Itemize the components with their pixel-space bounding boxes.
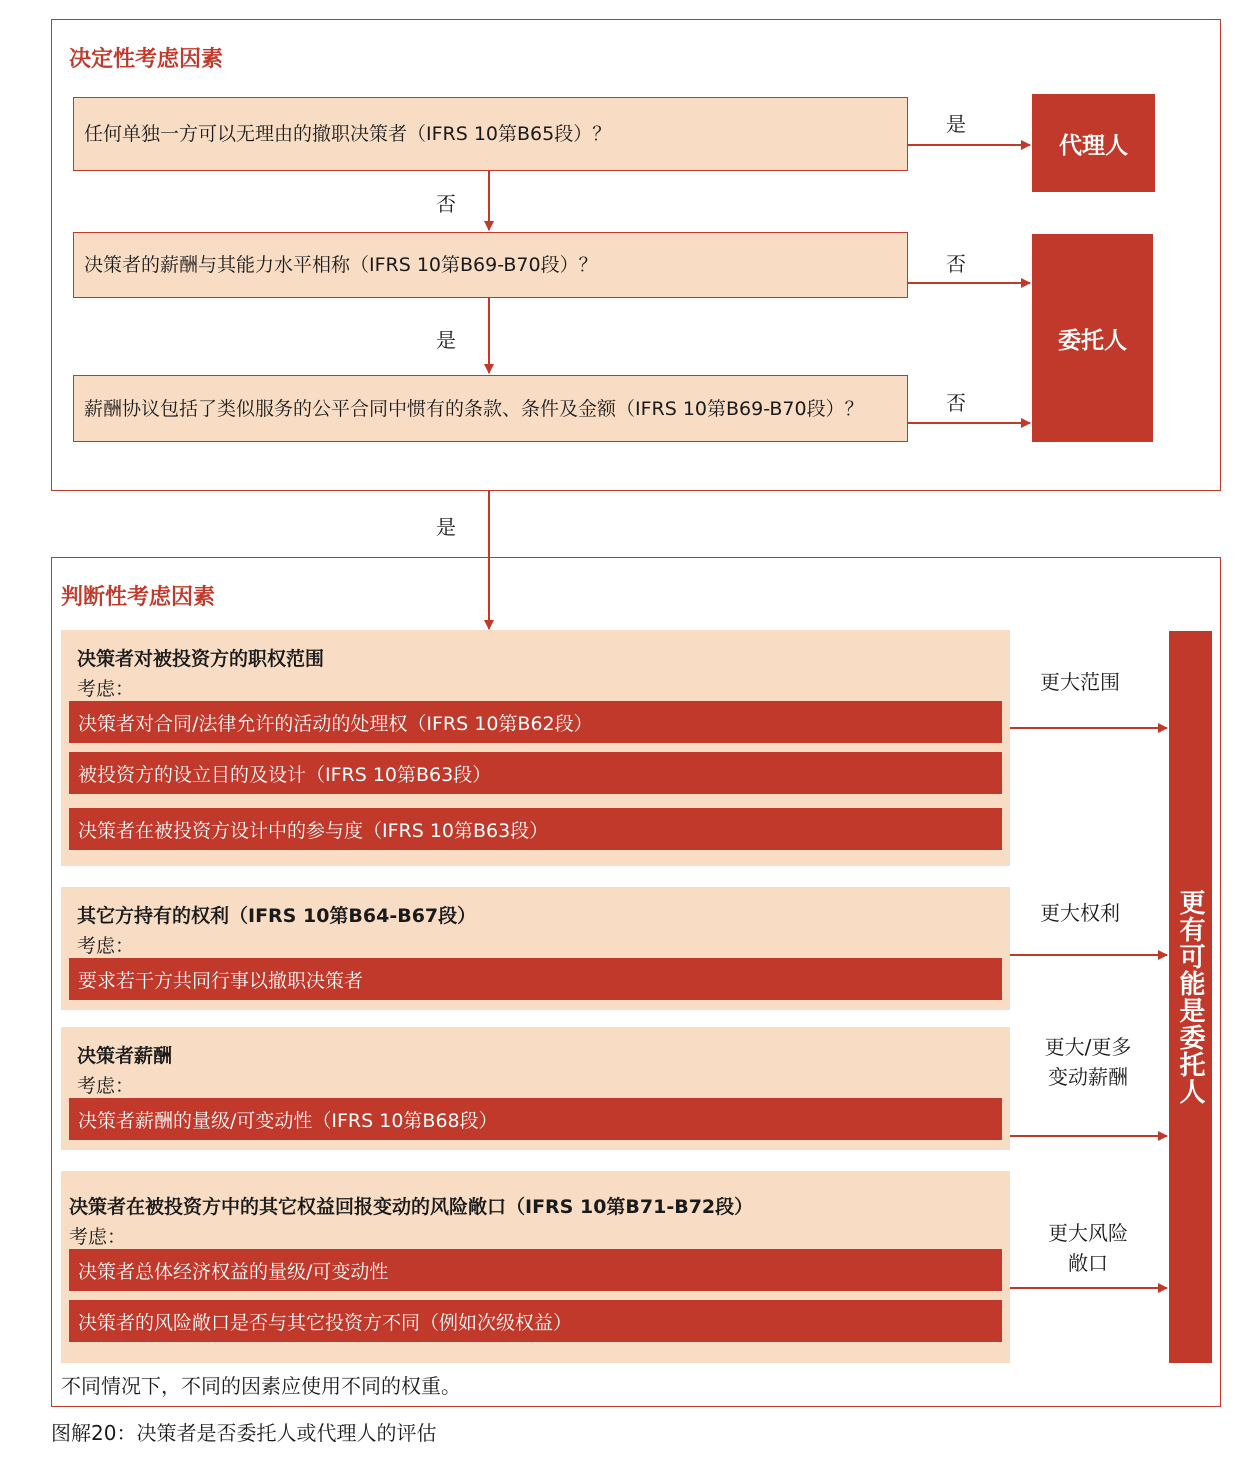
result-agent-box: 代理人 — [1032, 94, 1155, 192]
consider-label: 考虑： — [77, 1075, 135, 1097]
figure-caption: 图解20：决策者是否委托人或代理人的评估 — [51, 1421, 437, 1445]
result-label-greater-rights: 更大权利 — [1040, 901, 1120, 925]
panel-title: 其它方持有的权利（IFRS 10第B64-B67段） — [77, 905, 477, 927]
q3-no-label: 否 — [946, 391, 966, 415]
factor-bar: 决策者的风险敞口是否与其它投资方不同（例如次级权益） — [69, 1300, 1002, 1342]
panel-title: 决策者薪酬 — [77, 1045, 173, 1067]
factor-bar: 决策者对合同/法律允许的活动的处理权（IFRS 10第B62段） — [69, 701, 1002, 743]
consider-label: 考虑： — [77, 935, 135, 957]
q2-yes-label: 是 — [436, 328, 456, 352]
factor-bar: 决策者总体经济权益的量级/可变动性 — [69, 1249, 1002, 1291]
judgmental-factors-title: 判断性考虑因素 — [61, 585, 216, 610]
result-label-line: 更大风险 — [1048, 1221, 1128, 1245]
panel-title: 决策者在被投资方中的其它权益回报变动的风险敞口（IFRS 10第B71-B72段） — [69, 1196, 754, 1218]
result-label-line: 更大/更多 — [1044, 1035, 1132, 1059]
result-label-greater-scope: 更大范围 — [1040, 670, 1120, 694]
q1-yes-label: 是 — [946, 112, 966, 136]
result-label-line: 敞口 — [1068, 1251, 1108, 1275]
factor-bar: 被投资方的设立目的及设计（IFRS 10第B63段） — [69, 752, 1002, 794]
more-likely-principal-text: 更有可能是委托人 — [1175, 889, 1205, 1105]
factor-bar: 决策者薪酬的量级/可变动性（IFRS 10第B68段） — [69, 1098, 1002, 1140]
question-remuneration-commensurate: 决策者的薪酬与其能力水平相称（IFRS 10第B69-B70段）？ — [73, 232, 908, 298]
consider-label: 考虑： — [69, 1226, 127, 1248]
factor-bar: 要求若干方共同行事以撤职决策者 — [69, 958, 1002, 1000]
q1-no-label: 否 — [436, 192, 456, 216]
factor-bar: 决策者在被投资方设计中的参与度（IFRS 10第B63段） — [69, 808, 1002, 850]
weighting-note: 不同情况下，不同的因素应使用不同的权重。 — [61, 1374, 461, 1398]
panel-title: 决策者对被投资方的职权范围 — [77, 648, 325, 670]
q3-yes-label: 是 — [436, 515, 456, 539]
consider-label: 考虑： — [77, 678, 135, 700]
decisive-factors-title: 决定性考虑因素 — [69, 47, 224, 72]
question-removal-without-cause: 任何单独一方可以无理由的撤职决策者（IFRS 10第B65段）？ — [73, 97, 908, 171]
result-principal-box: 委托人 — [1032, 234, 1153, 442]
q2-no-label: 否 — [946, 252, 966, 276]
question-remuneration-arms-length: 薪酬协议包括了类似服务的公平合同中惯有的条款、条件及金额（IFRS 10第B69-B70段）？ — [73, 375, 908, 442]
result-label-line: 变动薪酬 — [1048, 1065, 1128, 1089]
